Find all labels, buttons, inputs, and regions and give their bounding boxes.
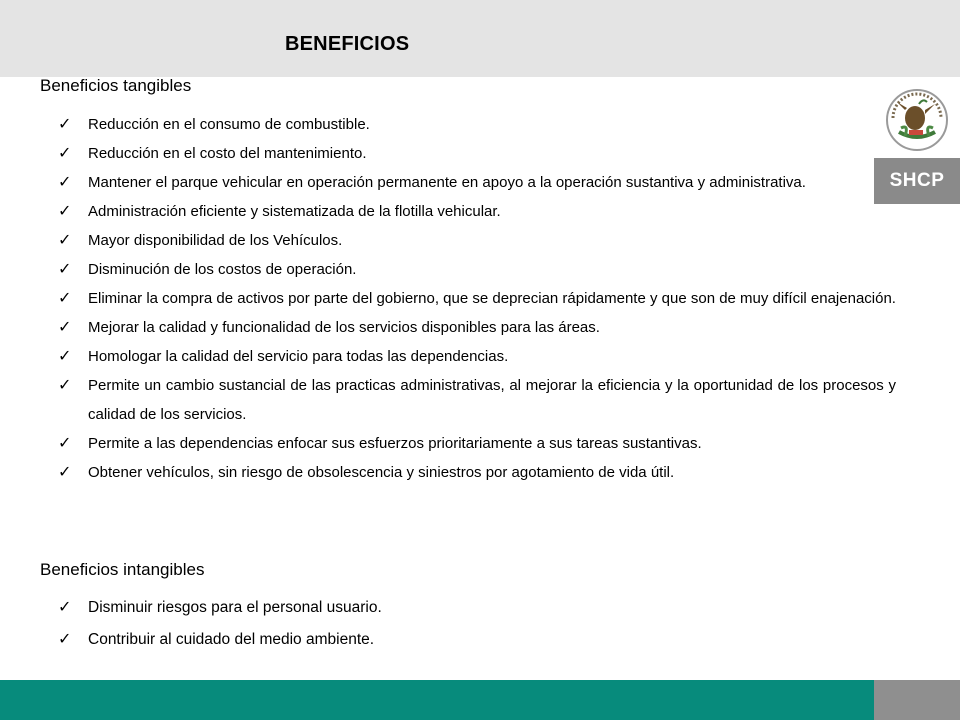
list-item <box>58 255 896 284</box>
list-item <box>58 429 896 458</box>
list-item-text: Contribuir al cuidado del medio ambiente. <box>88 631 375 648</box>
checkmark-icon: ✓ <box>58 435 72 452</box>
page-title: BENEFICIOS <box>285 33 410 55</box>
list-item <box>58 139 896 168</box>
checkmark-icon: ✓ <box>58 116 72 133</box>
checkmark-icon: ✓ <box>58 464 72 481</box>
footer-right-block <box>874 680 960 720</box>
list-item <box>58 197 896 226</box>
checkmark-icon: ✓ <box>58 290 72 307</box>
checkmark-icon: ✓ <box>58 203 72 220</box>
list-item <box>58 458 896 487</box>
intangibles-list <box>58 592 896 656</box>
checkmark-icon: ✓ <box>58 145 72 162</box>
checkmark-icon: ✓ <box>58 261 72 278</box>
logo-text: SHCP <box>889 170 945 191</box>
checkmark-icon: ✓ <box>58 377 72 394</box>
checkmark-icon: ✓ <box>58 319 72 336</box>
checkmark-icon: ✓ <box>58 631 72 648</box>
list-item-text: Mayor disponibilidad de los Vehículos. <box>88 232 343 249</box>
list-item <box>58 342 896 371</box>
list-item-text: Reducción en el consumo de combustible. <box>88 116 370 133</box>
tangibles-list <box>58 110 896 487</box>
footer-band <box>0 680 874 720</box>
checkmark-icon: ✓ <box>58 348 72 365</box>
list-item <box>58 624 896 656</box>
list-item-text: Obtener vehículos, sin riesgo de obsolescencia y siniestros por agotamiento de vida útil. <box>88 464 675 481</box>
list-item <box>58 592 896 624</box>
list-item-text: Administración eficiente y sistematizada de la flotilla vehicular. <box>88 203 501 220</box>
intangibles-heading: Beneficios intangibles <box>40 560 205 579</box>
list-item-text: Reducción en el costo del mantenimiento. <box>88 145 367 162</box>
list-item-text: Mejorar la calidad y funcionalidad de los servicios disponibles para las áreas. <box>88 319 600 336</box>
right-top-band <box>874 0 960 77</box>
list-item <box>58 226 896 255</box>
checkmark-icon: ✓ <box>58 174 72 191</box>
list-item-text: Homologar la calidad del servicio para todas las dependencias. <box>88 348 509 365</box>
list-item <box>58 371 896 429</box>
list-item <box>58 168 896 197</box>
tangibles-heading: Beneficios tangibles <box>40 76 192 95</box>
list-item-text: Disminución de los costos de operación. <box>88 261 357 278</box>
list-item <box>58 284 896 313</box>
list-item-text: Eliminar la compra de activos por parte del gobierno, que se deprecian rápidamente y que son de muy difícil enajenación. <box>88 290 896 307</box>
list-item-text: Permite a las dependencias enfocar sus esfuerzos prioritariamente a sus tareas sustantivas. <box>88 435 702 452</box>
list-item-text: Permite un cambio sustancial de las practicas administrativas, al mejorar la eficiencia y la oportunidad de los procesos y calidad de los servicios. <box>88 377 896 423</box>
list-item <box>58 110 896 139</box>
list-item-text: Mantener el parque vehicular en operación permanente en apoyo a la operación sustantiva y administrativa. <box>88 174 806 191</box>
list-item <box>58 313 896 342</box>
header-band <box>0 0 874 77</box>
checkmark-icon: ✓ <box>58 232 72 249</box>
checkmark-icon: ✓ <box>58 599 72 616</box>
list-item-text: Disminuir riesgos para el personal usuario. <box>88 599 382 616</box>
